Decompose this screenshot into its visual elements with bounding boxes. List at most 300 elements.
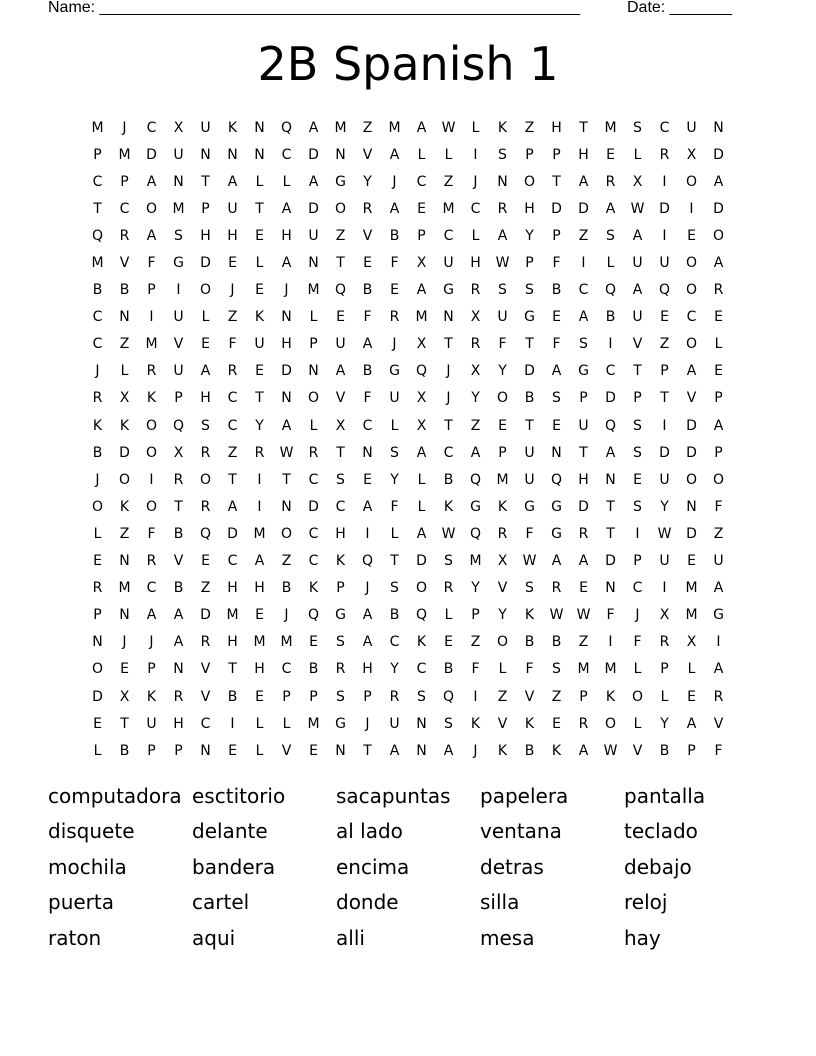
grid-letter: K	[146, 688, 157, 705]
grid-letter: W	[522, 553, 537, 570]
grid-letter: O	[604, 715, 617, 732]
grid-letter: C	[308, 525, 319, 542]
grid-letter: A	[416, 525, 427, 542]
word-bank-word: donde	[336, 890, 399, 915]
grid-letter: E	[390, 282, 399, 299]
grid-letter: G	[551, 525, 562, 542]
grid-letter: P	[417, 227, 426, 244]
grid-letter: N	[281, 390, 292, 407]
grid-letter: U	[227, 200, 238, 217]
grid-letter: P	[579, 688, 588, 705]
grid-letter: F	[228, 336, 237, 353]
grid-letter: A	[173, 607, 184, 624]
grid-letter: N	[335, 742, 346, 759]
grid-letter: A	[362, 607, 373, 624]
grid-letter: U	[713, 553, 724, 570]
grid-letter: T	[228, 661, 237, 678]
grid-letter: U	[686, 119, 697, 136]
grid-letter: C	[146, 119, 157, 136]
grid-letter: R	[173, 688, 184, 705]
grid-letter: C	[308, 471, 319, 488]
grid-letter: R	[146, 363, 157, 380]
grid-letter: R	[713, 688, 724, 705]
grid-letter: K	[92, 417, 103, 434]
grid-letter: Q	[415, 363, 428, 380]
grid-letter: U	[389, 715, 400, 732]
word-bank-row	[48, 885, 768, 921]
grid-letter: S	[633, 444, 642, 461]
grid-letter: C	[92, 173, 103, 190]
grid-letter: A	[551, 363, 562, 380]
grid-letter: W	[576, 607, 591, 624]
grid-letter: A	[686, 363, 697, 380]
grid-letter: F	[147, 525, 156, 542]
grid-row	[84, 412, 732, 439]
grid-letter: B	[551, 634, 562, 651]
grid-letter: P	[120, 173, 129, 190]
grid-letter: P	[498, 444, 507, 461]
grid-letter: F	[633, 634, 642, 651]
grid-letter: F	[552, 255, 561, 272]
grid-letter: C	[92, 336, 103, 353]
grid-letter: L	[282, 173, 291, 190]
grid-letter: N	[254, 146, 265, 163]
grid-letter: B	[362, 363, 373, 380]
grid-letter: Z	[119, 525, 130, 542]
grid-letter: U	[524, 444, 535, 461]
grid-letter: X	[416, 390, 427, 407]
grid-letter: Q	[442, 688, 455, 705]
grid-letter: A	[416, 282, 427, 299]
grid-letter: Q	[91, 227, 104, 244]
grid-letter: Z	[470, 417, 481, 434]
grid-letter: N	[254, 119, 265, 136]
grid-letter: O	[199, 282, 212, 299]
grid-letter: H	[227, 634, 238, 651]
grid-letter: Z	[713, 525, 724, 542]
word-bank-word: bandera	[192, 854, 276, 879]
grid-letter: I	[608, 634, 613, 651]
grid-letter: S	[633, 119, 642, 136]
grid-letter: T	[444, 417, 453, 434]
grid-letter: F	[714, 498, 723, 515]
grid-letter: U	[659, 255, 670, 272]
grid-letter: P	[660, 363, 669, 380]
word-bank-row	[48, 778, 768, 814]
grid-letter: I	[365, 525, 370, 542]
grid-letter: I	[257, 498, 262, 515]
grid-letter: N	[416, 715, 427, 732]
word-bank-word: ventana	[480, 819, 562, 844]
grid-letter: V	[497, 715, 508, 732]
grid-letter: T	[174, 498, 183, 515]
grid-letter: A	[416, 444, 427, 461]
grid-letter: P	[633, 553, 642, 570]
grid-letter: C	[416, 173, 427, 190]
grid-letter: B	[551, 282, 562, 299]
grid-letter: R	[389, 688, 400, 705]
grid-letter: I	[176, 282, 181, 299]
grid-letter: H	[200, 227, 211, 244]
grid-letter: P	[552, 227, 561, 244]
grid-letter: U	[524, 471, 535, 488]
grid-letter: W	[495, 255, 510, 272]
grid-letter: F	[147, 255, 156, 272]
grid-letter: L	[471, 119, 480, 136]
grid-letter: I	[473, 688, 478, 705]
grid-letter: S	[579, 336, 588, 353]
grid-letter: D	[308, 146, 319, 163]
grid-letter: E	[714, 363, 723, 380]
grid-letter: G	[470, 498, 481, 515]
word-search-grid	[84, 114, 732, 764]
grid-letter: T	[606, 498, 615, 515]
grid-letter: C	[659, 119, 670, 136]
grid-letter: N	[200, 146, 211, 163]
grid-letter: K	[497, 742, 508, 759]
grid-letter: R	[659, 634, 670, 651]
grid-letter: A	[713, 580, 724, 597]
grid-letter: A	[713, 661, 724, 678]
grid-letter: N	[605, 471, 616, 488]
grid-letter: F	[525, 661, 534, 678]
grid-letter: N	[605, 580, 616, 597]
grid-letter: C	[227, 390, 238, 407]
grid-letter: S	[417, 688, 426, 705]
grid-letter: U	[497, 309, 508, 326]
grid-letter: D	[200, 255, 211, 272]
grid-letter: A	[254, 553, 265, 570]
word-bank-row	[48, 849, 768, 885]
grid-letter: R	[362, 200, 373, 217]
grid-row	[84, 466, 732, 493]
grid-letter: P	[525, 146, 534, 163]
grid-letter: A	[146, 173, 157, 190]
grid-letter: F	[390, 255, 399, 272]
word-bank-word: alli	[336, 925, 365, 950]
grid-letter: D	[605, 553, 616, 570]
grid-letter: H	[254, 661, 265, 678]
grid-letter: R	[605, 173, 616, 190]
grid-letter: Y	[660, 498, 669, 515]
grid-letter: A	[200, 363, 211, 380]
grid-letter: J	[95, 471, 100, 488]
grid-letter: M	[307, 715, 320, 732]
grid-letter: T	[336, 444, 345, 461]
grid-letter: Z	[470, 634, 481, 651]
grid-letter: B	[524, 390, 535, 407]
grid-letter: K	[497, 498, 508, 515]
grid-letter: V	[335, 390, 346, 407]
grid-row	[84, 331, 732, 358]
grid-letter: S	[525, 282, 534, 299]
grid-letter: Q	[550, 471, 563, 488]
grid-letter: N	[308, 363, 319, 380]
grid-letter: L	[255, 742, 264, 759]
grid-letter: C	[443, 227, 454, 244]
grid-row	[84, 629, 732, 656]
grid-letter: T	[255, 390, 264, 407]
grid-letter: J	[392, 173, 397, 190]
grid-letter: A	[146, 227, 157, 244]
grid-letter: X	[173, 444, 184, 461]
grid-letter: L	[633, 661, 642, 678]
grid-letter: A	[578, 742, 589, 759]
grid-letter: V	[119, 255, 130, 272]
grid-letter: N	[227, 146, 238, 163]
grid-letter: T	[93, 200, 102, 217]
grid-letter: D	[551, 200, 562, 217]
grid-letter: Q	[469, 525, 482, 542]
grid-letter: A	[227, 498, 238, 515]
grid-letter: P	[687, 742, 696, 759]
grid-row	[84, 277, 732, 304]
word-bank-word: pantalla	[624, 783, 706, 808]
grid-letter: O	[685, 173, 698, 190]
grid-letter: C	[200, 715, 211, 732]
grid-letter: C	[389, 634, 400, 651]
grid-letter: M	[604, 119, 617, 136]
grid-letter: H	[335, 525, 346, 542]
grid-letter: G	[524, 309, 535, 326]
grid-letter: R	[146, 553, 157, 570]
grid-letter: Q	[334, 282, 347, 299]
grid-letter: S	[336, 471, 345, 488]
grid-letter: A	[713, 173, 724, 190]
grid-row	[84, 304, 732, 331]
word-bank-word: aqui	[192, 925, 236, 950]
grid-letter: R	[578, 715, 589, 732]
grid-letter: L	[498, 661, 507, 678]
grid-letter: T	[552, 173, 561, 190]
grid-letter: O	[280, 525, 293, 542]
grid-letter: I	[149, 471, 154, 488]
grid-letter: S	[633, 417, 642, 434]
grid-letter: B	[92, 282, 103, 299]
grid-letter: X	[416, 417, 427, 434]
grid-letter: R	[200, 634, 211, 651]
grid-letter: A	[281, 417, 292, 434]
grid-letter: P	[552, 146, 561, 163]
grid-letter: J	[365, 715, 370, 732]
grid-letter: O	[631, 688, 644, 705]
grid-letter: U	[632, 255, 643, 272]
grid-letter: I	[581, 255, 586, 272]
grid-letter: Z	[335, 227, 346, 244]
grid-letter: Y	[363, 173, 372, 190]
grid-letter: E	[687, 553, 696, 570]
grid-letter: R	[497, 525, 508, 542]
grid-letter: L	[255, 715, 264, 732]
grid-letter: N	[335, 146, 346, 163]
grid-letter: M	[280, 634, 293, 651]
grid-letter: X	[659, 607, 670, 624]
grid-letter: X	[335, 417, 346, 434]
grid-letter: S	[174, 227, 183, 244]
grid-letter: Q	[469, 471, 482, 488]
grid-letter: K	[254, 309, 265, 326]
grid-row	[84, 114, 732, 141]
grid-letter: G	[335, 607, 346, 624]
grid-letter: J	[473, 742, 478, 759]
grid-letter: X	[470, 363, 481, 380]
grid-letter: D	[659, 444, 670, 461]
date-field-label: Date: _______	[627, 0, 732, 16]
grid-letter: R	[713, 282, 724, 299]
word-bank-word: encima	[336, 854, 410, 879]
grid-letter: U	[632, 309, 643, 326]
grid-letter: G	[173, 255, 184, 272]
grid-letter: E	[606, 146, 615, 163]
grid-letter: B	[308, 661, 319, 678]
grid-letter: A	[308, 173, 319, 190]
grid-row	[84, 195, 732, 222]
grid-letter: C	[281, 661, 292, 678]
grid-letter: E	[255, 227, 264, 244]
grid-letter: U	[389, 390, 400, 407]
grid-letter: H	[551, 119, 562, 136]
grid-letter: B	[659, 742, 670, 759]
grid-letter: H	[362, 661, 373, 678]
grid-letter: M	[118, 580, 131, 597]
grid-letter: O	[145, 200, 158, 217]
grid-letter: T	[579, 444, 588, 461]
grid-letter: E	[687, 227, 696, 244]
grid-letter: R	[659, 146, 670, 163]
grid-letter: P	[201, 200, 210, 217]
grid-letter: D	[686, 525, 697, 542]
grid-letter: D	[281, 363, 292, 380]
grid-letter: F	[552, 336, 561, 353]
grid-letter: J	[230, 282, 235, 299]
grid-letter: B	[173, 580, 184, 597]
grid-letter: V	[686, 390, 697, 407]
grid-row	[84, 575, 732, 602]
grid-letter: S	[336, 688, 345, 705]
grid-letter: I	[716, 634, 721, 651]
grid-letter: R	[227, 363, 238, 380]
grid-letter: E	[309, 634, 318, 651]
grid-letter: L	[120, 363, 129, 380]
grid-letter: Z	[227, 444, 238, 461]
grid-letter: P	[147, 742, 156, 759]
word-bank-word: silla	[480, 890, 520, 915]
grid-letter: E	[120, 661, 129, 678]
grid-letter: S	[444, 715, 453, 732]
grid-letter: O	[496, 390, 509, 407]
grid-row	[84, 168, 732, 195]
grid-letter: E	[228, 255, 237, 272]
grid-letter: D	[578, 498, 589, 515]
grid-letter: C	[227, 417, 238, 434]
grid-letter: S	[552, 390, 561, 407]
grid-letter: D	[686, 444, 697, 461]
grid-letter: W	[603, 742, 618, 759]
grid-letter: Y	[660, 715, 669, 732]
grid-letter: A	[578, 309, 589, 326]
grid-letter: C	[578, 282, 589, 299]
grid-letter: W	[441, 525, 456, 542]
grid-letter: T	[282, 471, 291, 488]
grid-letter: H	[281, 227, 292, 244]
grid-letter: E	[714, 309, 723, 326]
grid-letter: O	[145, 417, 158, 434]
grid-letter: M	[118, 146, 131, 163]
grid-letter: M	[496, 471, 509, 488]
grid-letter: T	[363, 742, 372, 759]
grid-letter: R	[254, 444, 265, 461]
grid-letter: F	[471, 661, 480, 678]
grid-letter: M	[253, 525, 266, 542]
grid-letter: X	[173, 119, 184, 136]
grid-letter: Z	[524, 119, 535, 136]
grid-letter: F	[498, 336, 507, 353]
grid-letter: R	[470, 336, 481, 353]
grid-letter: H	[578, 146, 589, 163]
grid-letter: A	[632, 282, 643, 299]
grid-letter: B	[443, 471, 454, 488]
grid-letter: S	[606, 227, 615, 244]
grid-letter: E	[201, 336, 210, 353]
grid-letter: N	[308, 255, 319, 272]
grid-letter: T	[633, 363, 642, 380]
grid-letter: F	[363, 309, 372, 326]
grid-letter: N	[686, 498, 697, 515]
grid-letter: C	[335, 498, 346, 515]
grid-letter: M	[253, 634, 266, 651]
grid-letter: I	[149, 309, 154, 326]
grid-letter: X	[416, 255, 427, 272]
grid-row	[84, 520, 732, 547]
grid-letter: Q	[415, 607, 428, 624]
grid-letter: B	[227, 688, 238, 705]
grid-letter: S	[525, 580, 534, 597]
grid-letter: K	[146, 390, 157, 407]
grid-letter: E	[363, 471, 372, 488]
grid-letter: A	[227, 173, 238, 190]
grid-letter: A	[362, 336, 373, 353]
grid-letter: O	[685, 282, 698, 299]
grid-letter: U	[173, 309, 184, 326]
grid-letter: L	[309, 309, 318, 326]
grid-letter: E	[255, 363, 264, 380]
grid-letter: K	[119, 417, 130, 434]
grid-letter: E	[552, 309, 561, 326]
word-bank-word: esctitorio	[192, 783, 286, 808]
grid-letter: K	[497, 119, 508, 136]
grid-letter: H	[173, 715, 184, 732]
grid-letter: V	[632, 742, 643, 759]
grid-letter: N	[173, 173, 184, 190]
grid-letter: Z	[362, 119, 373, 136]
grid-letter: P	[147, 661, 156, 678]
grid-letter: E	[633, 471, 642, 488]
grid-letter: P	[174, 390, 183, 407]
grid-letter: F	[390, 498, 399, 515]
word-bank-word: mochila	[48, 854, 127, 879]
grid-letter: X	[686, 146, 697, 163]
grid-row	[84, 222, 732, 249]
grid-letter: O	[712, 227, 725, 244]
grid-letter: E	[552, 417, 561, 434]
grid-letter: D	[92, 688, 103, 705]
grid-letter: B	[389, 607, 400, 624]
grid-letter: Y	[471, 580, 480, 597]
grid-letter: F	[714, 742, 723, 759]
grid-letter: Q	[280, 119, 293, 136]
grid-letter: D	[713, 200, 724, 217]
grid-letter: J	[122, 119, 127, 136]
